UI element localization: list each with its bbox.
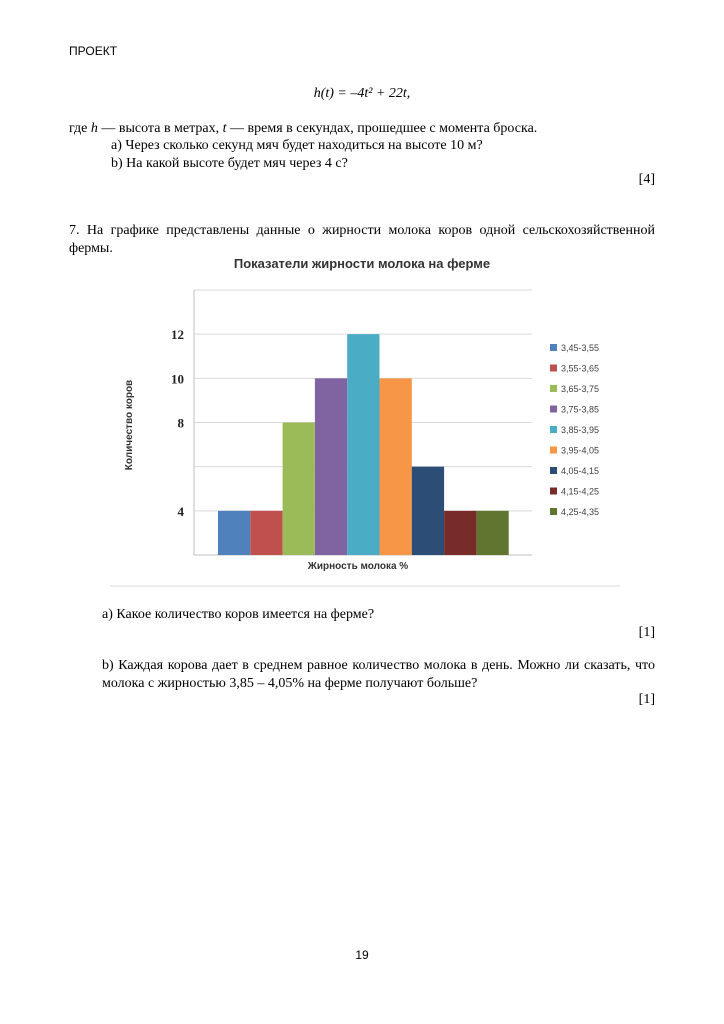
legend-label: 3,85-3,95: [561, 425, 600, 435]
task7-question-a: а) Какое количество коров имеется на ферме?: [102, 607, 375, 622]
x-axis-label: Жирность молока %: [307, 561, 409, 572]
legend-label: 4,05-4,15: [561, 466, 600, 476]
draft-label: ПРОЕКТ: [69, 44, 118, 58]
bar: [412, 467, 444, 555]
legend-swatch: [550, 365, 557, 372]
bar: [315, 378, 347, 555]
legend-swatch: [550, 344, 557, 351]
task6-question-b: b) На какой высоте будет мяч через 4 с?: [111, 156, 348, 171]
legend-swatch: [550, 508, 557, 515]
bar: [444, 511, 476, 555]
y-tick-label: 8: [177, 415, 184, 431]
legend-swatch: [550, 447, 557, 454]
task7-question-b: b) Каждая корова дает в среднем равное количество молока в день. Можно ли сказать, что молока с жирностью 3,85 – 4,05% на ферме получают больше?: [102, 658, 655, 691]
chart-legend: [550, 343, 599, 517]
task6-question-a: а) Через сколько секунд мяч будет находиться на высоте 10 м?: [111, 138, 483, 153]
formula-description: где h — высота в метрах, t — время в секундах, прошедшее с момента броска.: [69, 121, 538, 136]
legend-swatch: [550, 488, 557, 495]
y-tick-label: 12: [171, 327, 184, 343]
legend-label: 3,45-3,55: [561, 343, 600, 353]
bar: [347, 334, 379, 555]
bar: [250, 511, 282, 555]
task7-score-a: [1]: [638, 625, 655, 640]
task7-score-b: [1]: [638, 692, 655, 707]
legend-label: 4,15-4,25: [561, 486, 600, 497]
legend-label: 3,55-3,65: [561, 363, 600, 374]
legend-label: 3,75-3,85: [561, 404, 600, 415]
task6-score: [4]: [638, 172, 655, 187]
legend-swatch: [550, 467, 557, 474]
legend-label: 3,65-3,75: [561, 384, 600, 394]
y-axis-label: Количество коров: [124, 379, 135, 471]
page-number: 19: [355, 948, 369, 962]
bar: [380, 378, 412, 555]
height-formula: h(t) = –4t² + 22t,: [313, 86, 411, 101]
bar: [476, 511, 508, 555]
y-tick-label: 10: [171, 371, 184, 387]
milk-fat-chart: [110, 270, 620, 590]
chart-title: Показатели жирности молока на ферме: [233, 256, 491, 271]
legend-swatch: [550, 426, 557, 433]
bar: [283, 423, 315, 556]
legend-swatch: [550, 385, 557, 392]
bar: [218, 511, 250, 555]
legend-swatch: [550, 406, 557, 413]
chart-bars: [218, 334, 509, 555]
legend-label: 4,25-4,35: [561, 507, 600, 517]
y-tick-label: 4: [177, 503, 184, 519]
chart-y-ticks: [171, 327, 185, 519]
task7-intro: 7. На графике представлены данные о жирности молока коров одной сельскохозяйственной фермы.: [69, 223, 655, 256]
legend-label: 3,95-4,05: [561, 445, 600, 456]
